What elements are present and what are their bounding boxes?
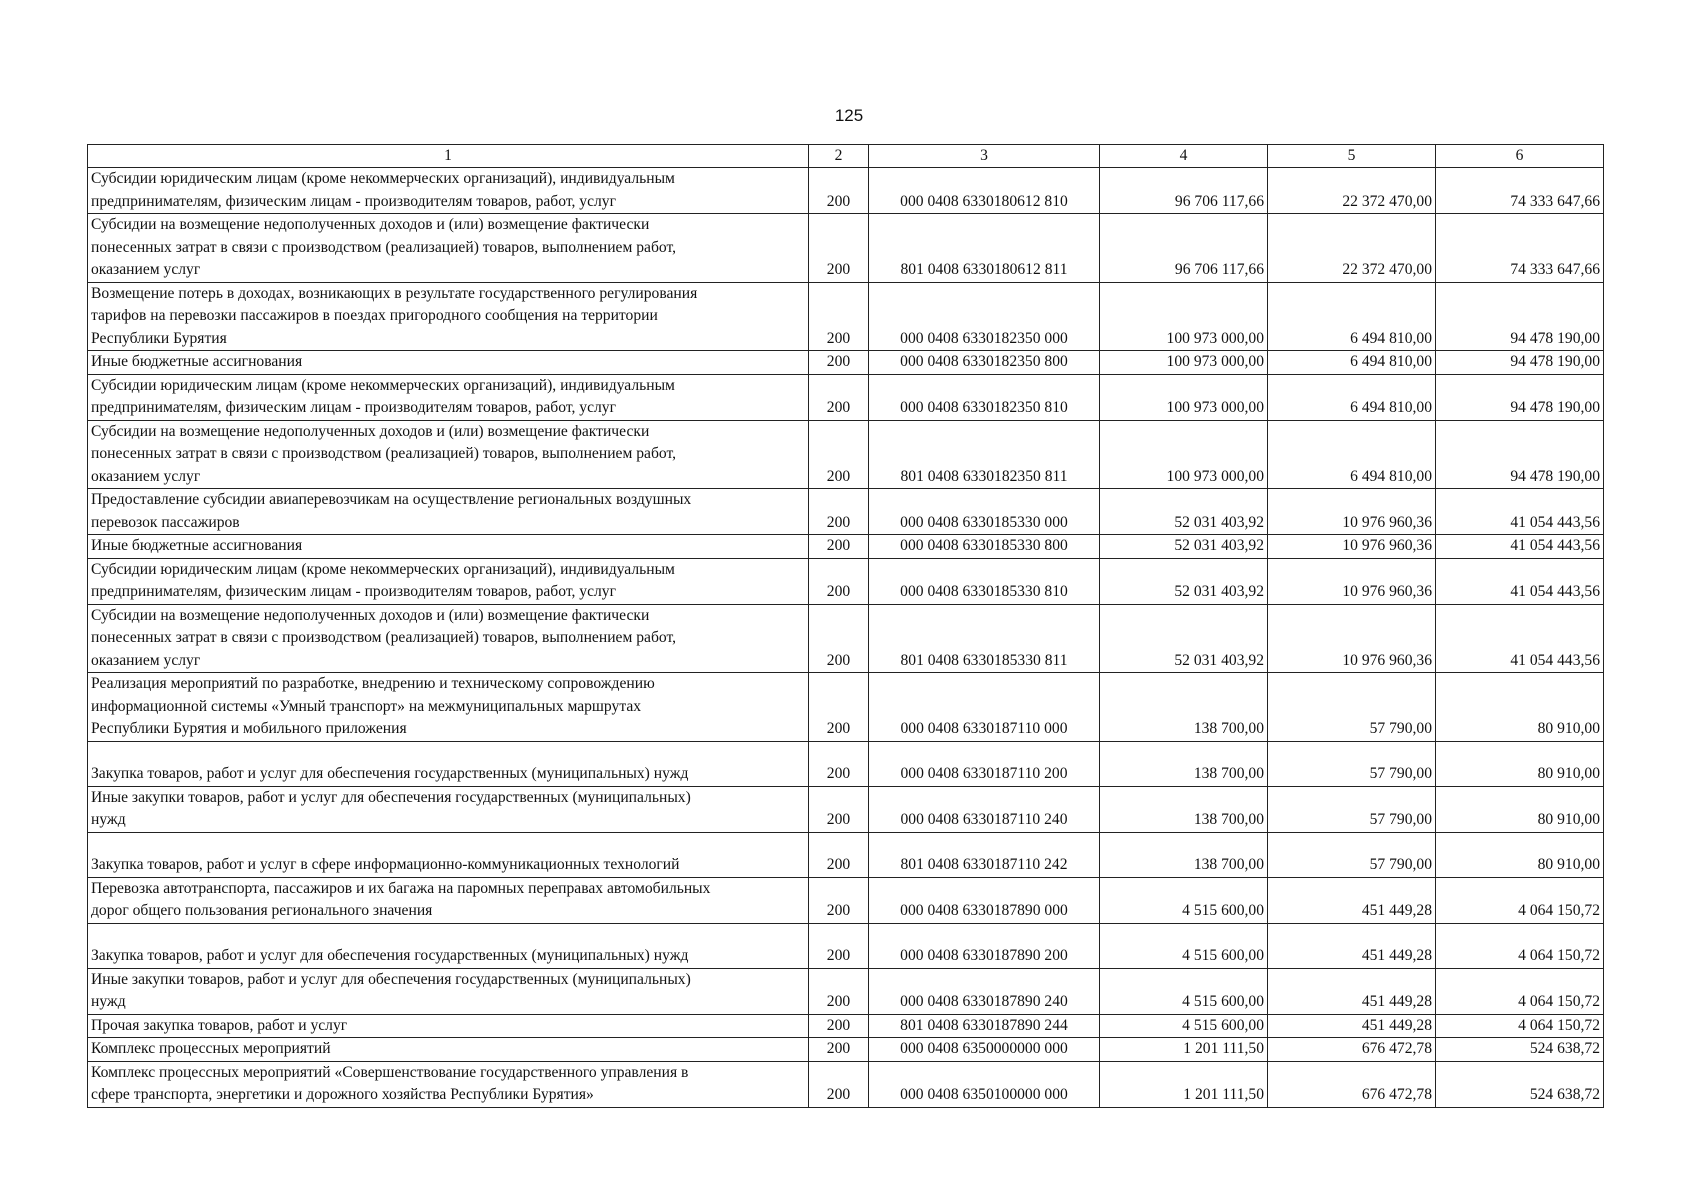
row-value-col4: 4 515 600,00 [1100, 923, 1268, 968]
table-row [88, 968, 1604, 1014]
row-value-col5: 10 976 960,36 [1268, 604, 1436, 673]
row-name-line: Закупка товаров, работ и услуг в сфере информационно-коммуникационных технологий [91, 856, 680, 873]
row-code-cell: 200 [809, 420, 869, 489]
row-value-col5: 57 790,00 [1268, 832, 1436, 877]
row-name-cell [88, 351, 809, 375]
column-header-2: 2 [809, 145, 869, 168]
row-value-col5: 6 494 810,00 [1268, 374, 1436, 420]
table-row [88, 489, 1604, 535]
row-name-line: понесенных затрат в связи с производством (реализацией) товаров, выполнением работ, [91, 238, 677, 256]
table-row [88, 1014, 1604, 1038]
row-kbk-cell: 000 0408 6330185330 810 [869, 558, 1100, 604]
row-name-line: нужд [91, 993, 126, 1010]
row-name-line: Иные закупки товаров, работ и услуг для обеспечения государственных (муниципальных) [91, 970, 691, 988]
row-name-line: Субсидии юридическим лицам (кроме некоммерческих организаций), индивидуальным [91, 170, 675, 187]
row-value-col5: 676 472,78 [1268, 1038, 1436, 1062]
column-header-3: 3 [869, 145, 1100, 168]
row-value-col4: 52 031 403,92 [1100, 535, 1268, 559]
row-name-cell [88, 374, 809, 420]
row-value-col5: 6 494 810,00 [1268, 282, 1436, 351]
row-value-col4: 4 515 600,00 [1100, 968, 1268, 1014]
table-row [88, 923, 1604, 968]
row-kbk-cell: 000 0408 6330187890 240 [869, 968, 1100, 1014]
table-row [88, 282, 1604, 351]
row-name-line: предпринимателям, физическим лицам - производителям товаров, работ, услуг [91, 192, 616, 210]
row-kbk-cell: 801 0408 6330185330 811 [869, 604, 1100, 673]
row-code-cell: 200 [809, 489, 869, 535]
row-name-line: Перевозка автотранспорта, пассажиров и их багажа на паромных переправах автомобильных [91, 879, 711, 897]
row-name-line: Субсидии юридическим лицам (кроме некоммерческих организаций), индивидуальным [91, 376, 675, 394]
row-name-cell [88, 923, 809, 968]
row-value-col6: 4 064 150,72 [1436, 1014, 1604, 1038]
row-value-col6: 94 478 190,00 [1436, 374, 1604, 420]
row-value-col6: 524 638,72 [1436, 1061, 1604, 1107]
row-kbk-cell: 000 0408 6330185330 000 [869, 489, 1100, 535]
row-code-cell: 200 [809, 877, 869, 923]
row-value-col5: 10 976 960,36 [1268, 558, 1436, 604]
row-kbk-cell: 000 0408 6350100000 000 [869, 1061, 1100, 1107]
row-code-cell: 200 [809, 1014, 869, 1038]
row-code-cell: 200 [809, 786, 869, 832]
row-code-cell: 200 [809, 282, 869, 351]
row-name-cell [88, 786, 809, 832]
row-kbk-cell: 000 0408 6330187890 200 [869, 923, 1100, 968]
row-name-line: понесенных затрат в связи с производством (реализацией) товаров, выполнением работ, [91, 445, 677, 462]
row-name-line: Иные бюджетные ассигнования [91, 537, 303, 554]
row-name-line: тарифов на перевозки пассажиров в поездах пригородного сообщения на территории [91, 307, 658, 324]
row-value-col4: 4 515 600,00 [1100, 1014, 1268, 1038]
row-value-col4: 100 973 000,00 [1100, 374, 1268, 420]
row-name-cell [88, 420, 809, 489]
row-name-line: информационной системы «Умный транспорт» на межмуниципальных маршрутах [91, 697, 642, 715]
row-name-cell [88, 832, 809, 877]
row-value-col6: 80 910,00 [1436, 673, 1604, 742]
row-name-cell [88, 558, 809, 604]
row-value-col5: 451 449,28 [1268, 968, 1436, 1014]
row-kbk-cell: 000 0408 6330180612 810 [869, 168, 1100, 214]
row-name-line: Иные бюджетные ассигнования [91, 353, 303, 370]
row-name-line: дорог общего пользования регионального значения [91, 902, 433, 919]
row-kbk-cell: 801 0408 6330187110 242 [869, 832, 1100, 877]
row-kbk-cell: 000 0408 6330187110 000 [869, 673, 1100, 742]
row-name-cell [88, 673, 809, 742]
row-value-col4: 96 706 117,66 [1100, 214, 1268, 283]
table-row [88, 741, 1604, 786]
row-kbk-cell: 000 0408 6350000000 000 [869, 1038, 1100, 1062]
row-code-cell: 200 [809, 741, 869, 786]
table-row [88, 604, 1604, 673]
row-name-line: сфере транспорта, энергетики и дорожного хозяйства Республики Бурятия» [91, 1086, 594, 1103]
row-value-col6: 4 064 150,72 [1436, 968, 1604, 1014]
row-kbk-cell: 801 0408 6330182350 811 [869, 420, 1100, 489]
row-value-col6: 41 054 443,56 [1436, 489, 1604, 535]
row-name-line: Субсидии юридическим лицам (кроме некоммерческих организаций), индивидуальным [91, 560, 675, 578]
row-value-col4: 1 201 111,50 [1100, 1038, 1268, 1062]
row-value-col4: 138 700,00 [1100, 741, 1268, 786]
row-value-col6: 41 054 443,56 [1436, 558, 1604, 604]
row-name-cell [88, 1014, 809, 1038]
row-name-line: Комплекс процессных мероприятий «Совершенствование государственного управления в [91, 1063, 689, 1081]
table-row [88, 877, 1604, 923]
row-value-col4: 52 031 403,92 [1100, 558, 1268, 604]
row-name-line: Республики Бурятия и мобильного приложения [91, 720, 407, 737]
row-value-col4: 100 973 000,00 [1100, 420, 1268, 489]
row-name-cell [88, 282, 809, 351]
row-value-col4: 52 031 403,92 [1100, 604, 1268, 673]
row-value-col6: 74 333 647,66 [1436, 168, 1604, 214]
row-value-col6: 4 064 150,72 [1436, 923, 1604, 968]
row-name-cell [88, 535, 809, 559]
row-value-col4: 52 031 403,92 [1100, 489, 1268, 535]
row-value-col6: 94 478 190,00 [1436, 420, 1604, 489]
row-value-col4: 4 515 600,00 [1100, 877, 1268, 923]
row-code-cell: 200 [809, 923, 869, 968]
table-row [88, 1061, 1604, 1107]
row-value-col5: 57 790,00 [1268, 786, 1436, 832]
row-value-col6: 94 478 190,00 [1436, 282, 1604, 351]
row-name-line: оказанием услуг [91, 261, 201, 278]
row-name-line: Субсидии на возмещение недополученных доходов и (или) возмещение фактически [91, 216, 650, 233]
table-row [88, 673, 1604, 742]
row-value-col6: 41 054 443,56 [1436, 604, 1604, 673]
row-name-line: Закупка товаров, работ и услуг для обеспечения государственных (муниципальных) нужд [91, 765, 689, 782]
table-row [88, 374, 1604, 420]
table-row [88, 420, 1604, 489]
row-name-line: оказанием услуг [91, 467, 201, 485]
row-name-line: предпринимателям, физическим лицам - производителям товаров, работ, услуг [91, 583, 616, 600]
table-row [88, 558, 1604, 604]
row-name-cell [88, 968, 809, 1014]
row-code-cell: 200 [809, 673, 869, 742]
row-name-line: Иные закупки товаров, работ и услуг для обеспечения государственных (муниципальных) [91, 788, 691, 806]
row-code-cell: 200 [809, 604, 869, 673]
row-value-col5: 10 976 960,36 [1268, 489, 1436, 535]
row-value-col4: 138 700,00 [1100, 673, 1268, 742]
row-value-col5: 22 372 470,00 [1268, 168, 1436, 214]
column-header-4: 4 [1100, 145, 1268, 168]
row-value-col5: 451 449,28 [1268, 877, 1436, 923]
row-name-cell [88, 877, 809, 923]
row-name-line: оказанием услуг [91, 651, 201, 669]
row-value-col4: 1 201 111,50 [1100, 1061, 1268, 1107]
row-code-cell: 200 [809, 351, 869, 375]
row-value-col6: 524 638,72 [1436, 1038, 1604, 1062]
column-header-6: 6 [1436, 145, 1604, 168]
row-name-cell [88, 489, 809, 535]
row-value-col4: 100 973 000,00 [1100, 282, 1268, 351]
row-kbk-cell: 000 0408 6330187890 000 [869, 877, 1100, 923]
row-kbk-cell: 801 0408 6330187890 244 [869, 1014, 1100, 1038]
row-name-line: понесенных затрат в связи с производством (реализацией) товаров, выполнением работ, [91, 629, 677, 646]
row-name-line: Субсидии на возмещение недополученных доходов и (или) возмещение фактически [91, 422, 650, 440]
row-value-col6: 80 910,00 [1436, 741, 1604, 786]
row-value-col5: 57 790,00 [1268, 741, 1436, 786]
table-header-row [88, 145, 1604, 168]
row-kbk-cell: 000 0408 6330182350 810 [869, 374, 1100, 420]
row-value-col6: 94 478 190,00 [1436, 351, 1604, 375]
row-name-cell [88, 168, 809, 214]
table-row [88, 786, 1604, 832]
row-code-cell: 200 [809, 1061, 869, 1107]
row-value-col5: 57 790,00 [1268, 673, 1436, 742]
row-kbk-cell: 000 0408 6330182350 800 [869, 351, 1100, 375]
row-value-col4: 96 706 117,66 [1100, 168, 1268, 214]
budget-table [87, 144, 1604, 1108]
row-code-cell: 200 [809, 374, 869, 420]
row-name-cell [88, 1061, 809, 1107]
row-kbk-cell: 000 0408 6330187110 200 [869, 741, 1100, 786]
page-number: 125 [834, 106, 864, 125]
row-code-cell: 200 [809, 214, 869, 283]
row-name-line: Субсидии на возмещение недополученных доходов и (или) возмещение фактически [91, 606, 650, 624]
row-value-col5: 451 449,28 [1268, 1014, 1436, 1038]
row-name-line: Комплекс процессных мероприятий [91, 1040, 331, 1057]
row-code-cell: 200 [809, 968, 869, 1014]
column-header-5: 5 [1268, 145, 1436, 168]
row-value-col5: 6 494 810,00 [1268, 420, 1436, 489]
row-code-cell: 200 [809, 832, 869, 877]
row-name-line: нужд [91, 811, 126, 828]
row-name-cell [88, 604, 809, 673]
row-value-col4: 100 973 000,00 [1100, 351, 1268, 375]
table-row [88, 1038, 1604, 1062]
row-name-line: Прочая закупка товаров, работ и услуг [91, 1016, 348, 1034]
row-name-line: предпринимателям, физическим лицам - производителям товаров, работ, услуг [91, 399, 616, 416]
row-value-col6: 80 910,00 [1436, 832, 1604, 877]
row-name-line: Закупка товаров, работ и услуг для обеспечения государственных (муниципальных) нужд [91, 947, 689, 964]
row-name-line: Предоставление субсидии авиаперевозчикам на осуществление региональных воздушных [91, 491, 692, 508]
row-name-cell [88, 1038, 809, 1062]
row-value-col5: 10 976 960,36 [1268, 535, 1436, 559]
row-value-col5: 6 494 810,00 [1268, 351, 1436, 375]
row-name-cell [88, 741, 809, 786]
row-value-col6: 74 333 647,66 [1436, 214, 1604, 283]
row-code-cell: 200 [809, 535, 869, 559]
row-code-cell: 200 [809, 1038, 869, 1062]
row-name-line: перевозок пассажиров [91, 513, 240, 531]
row-name-line: Реализация мероприятий по разработке, внедрению и техническому сопровождению [91, 675, 655, 692]
row-kbk-cell: 801 0408 6330180612 811 [869, 214, 1100, 283]
table-row [88, 168, 1604, 214]
table-row [88, 832, 1604, 877]
row-name-line: Возмещение потерь в доходах, возникающих в результате государственного регулирования [91, 284, 698, 302]
row-value-col4: 138 700,00 [1100, 786, 1268, 832]
row-value-col5: 451 449,28 [1268, 923, 1436, 968]
row-name-line: Республики Бурятия [91, 329, 227, 347]
row-name-cell [88, 214, 809, 283]
table-row [88, 351, 1604, 375]
table-row [88, 535, 1604, 559]
row-kbk-cell: 000 0408 6330182350 000 [869, 282, 1100, 351]
row-code-cell: 200 [809, 558, 869, 604]
row-value-col5: 22 372 470,00 [1268, 214, 1436, 283]
row-value-col6: 80 910,00 [1436, 786, 1604, 832]
row-value-col4: 138 700,00 [1100, 832, 1268, 877]
row-value-col5: 676 472,78 [1268, 1061, 1436, 1107]
column-header-1: 1 [88, 145, 809, 168]
table-row [88, 214, 1604, 283]
row-code-cell: 200 [809, 168, 869, 214]
row-kbk-cell: 000 0408 6330187110 240 [869, 786, 1100, 832]
row-value-col6: 41 054 443,56 [1436, 535, 1604, 559]
row-value-col6: 4 064 150,72 [1436, 877, 1604, 923]
row-kbk-cell: 000 0408 6330185330 800 [869, 535, 1100, 559]
